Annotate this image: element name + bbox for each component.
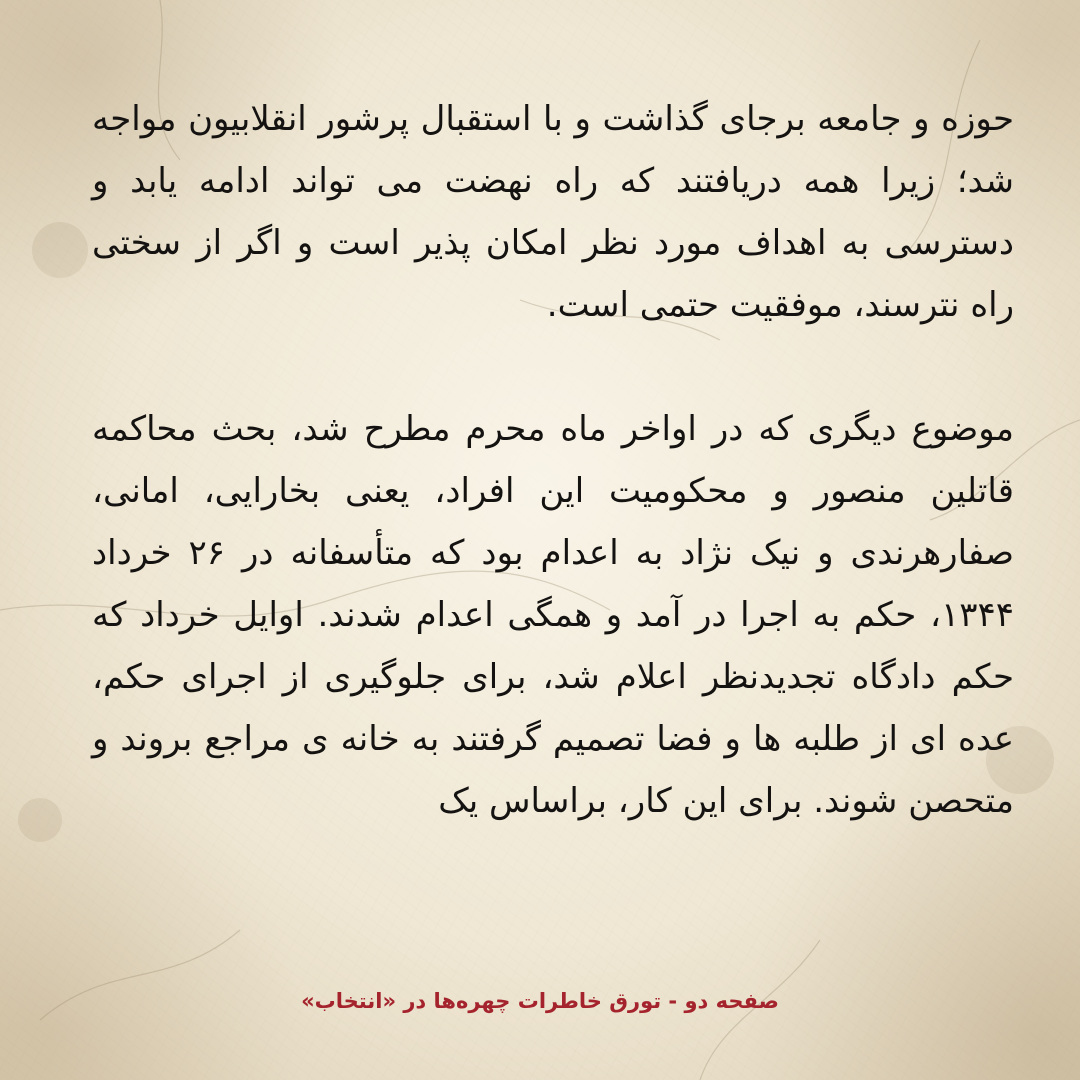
article-body: [92, 88, 1014, 832]
page-caption: صفحه دو - تورق خاطرات چهره‌ها در «انتخاب»: [301, 989, 779, 1013]
paragraph-1: حوزه و جامعه برجای گذاشت و با استقبال پرشور انقلابیون مواجه شد؛ زیرا همه دریافتند که راه نهضت می تواند ادامه یابد و دسترسی به اهداف مورد نظر امکان پذیر است و اگر از سختی راه نترسند، موفقیت حتمی است.: [92, 99, 1014, 325]
paragraph-2: موضوع دیگری که در اواخر ماه محرم مطرح شد، بحث محاکمه قاتلین منصور و محکومیت این افراد، یعنی بخارایی، امانی، صفارهرندی و نیک نژاد به اعدام بود که متأسفانه در ۲۶ خرداد ۱۳۴۴، حکم به اجرا در آمد و همگی اعدام شدند. اوایل خرداد که حکم دادگاه تجدیدنظر اعلام شد، برای جلوگیری از اجرای حکم، عده ای از طلبه ها و فضا تصمیم گرفتند به خانه ی مراجع بروند و متحصن شوند. برای این کار، براساس یک: [92, 409, 1015, 821]
